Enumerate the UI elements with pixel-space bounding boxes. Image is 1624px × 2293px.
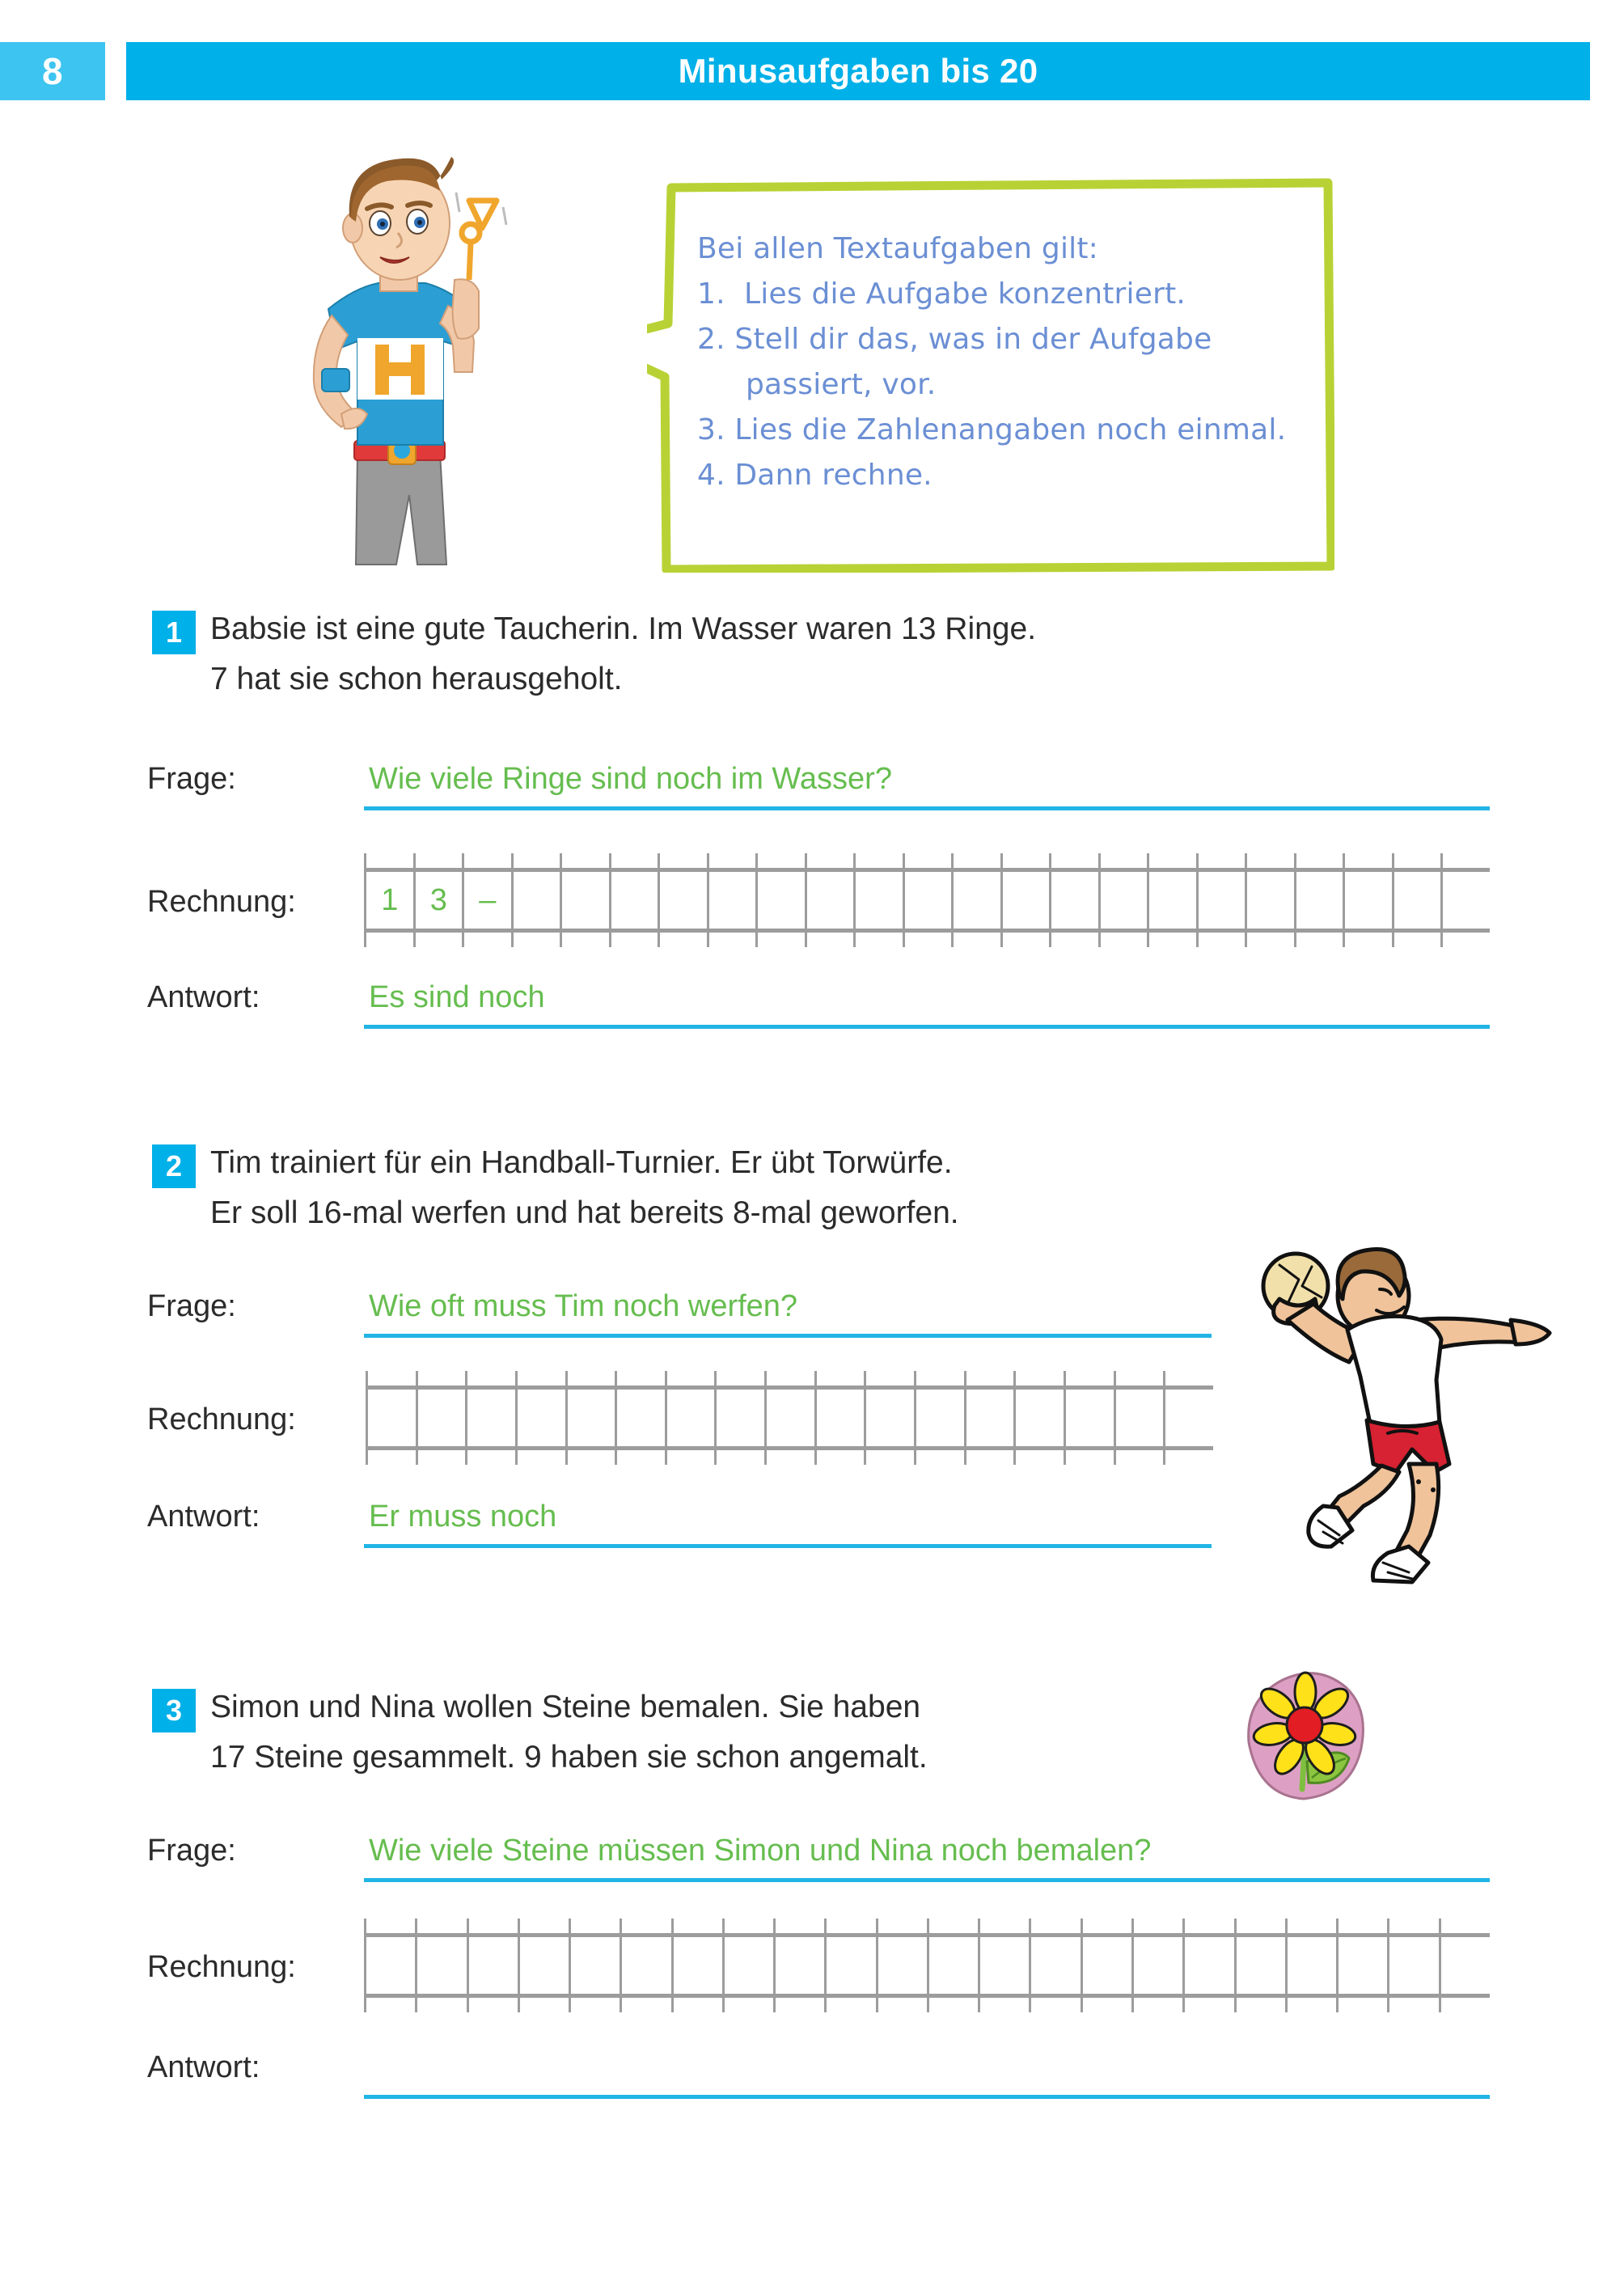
exercise-1-prompt-line1: Babsie ist eine gute Taucherin. Im Wasser waren 13 Ringe.: [210, 611, 1037, 646]
exercise-1-calculation-grid[interactable]: [364, 853, 1490, 947]
exercise-3-rechnung-row: [0, 1933, 1624, 2022]
exercise-2-rechnung-label: Rechnung:: [147, 1402, 296, 1436]
exercise-1-rechnung-label: Rechnung:: [147, 885, 296, 919]
exercise-1-rechnung-row: [0, 868, 1624, 957]
exercise-3-antwort-rule[interactable]: [364, 2095, 1490, 2099]
exercise-3-prompt: [210, 1682, 1294, 1783]
page-title: Minusaufgaben bis 20: [126, 42, 1590, 100]
exercise-1-antwort-label: Antwort:: [147, 980, 260, 1014]
grid-top-rule: [366, 1386, 1213, 1390]
tip-speech-bubble: [647, 176, 1334, 573]
grid-cell[interactable]: –: [462, 853, 511, 947]
exercise-3-frage-value[interactable]: Wie viele Steine müssen Simon und Nina noch bemalen?: [369, 1834, 1152, 1868]
exercise-3-frage-row: [0, 1828, 1624, 1893]
tip-line-3: passiert, vor.: [746, 368, 937, 401]
exercise-1-frage-value[interactable]: Wie viele Ringe sind noch im Wasser?: [369, 762, 892, 796]
exercise-3-calculation-grid[interactable]: [364, 1919, 1490, 2012]
exercise-3-antwort-label: Antwort:: [147, 2050, 260, 2084]
exercise-2-frage-label: Frage:: [147, 1289, 236, 1323]
tip-line-4: 3. Lies die Zahlenangaben noch einmal.: [697, 413, 1287, 446]
exercise-1-antwort-row: [0, 975, 1624, 1039]
page-header: [0, 42, 1624, 100]
exercise-1-number: 1: [152, 611, 196, 654]
exercise-3-number: 3: [152, 1689, 196, 1732]
tip-line-1: 1. Lies die Aufgabe konzentriert.: [697, 277, 1186, 311]
header-divider: [105, 42, 126, 100]
grid-top-rule: [364, 1933, 1490, 1937]
exercise-1-frage-label: Frage:: [147, 762, 236, 796]
exercise-2-number: 2: [152, 1144, 196, 1188]
exercise-1-prompt: [210, 604, 1294, 704]
exercise-3-rechnung-label: Rechnung:: [147, 1950, 296, 1984]
exercise-2-prompt-line1: Tim trainiert für ein Handball-Turnier. Er übt Torwürfe.: [210, 1145, 953, 1180]
exercise-1-antwort-rule[interactable]: [364, 1025, 1490, 1029]
exercise-3-antwort-row: [0, 2045, 1624, 2109]
painted-stone-illustration: [1231, 1668, 1381, 1805]
grid-top-rule: [364, 868, 1490, 872]
grid-bottom-rule: [366, 1446, 1213, 1450]
page-number: 8: [0, 42, 105, 100]
grid-cell[interactable]: 1: [364, 853, 413, 947]
exercise-2-calculation-grid[interactable]: [366, 1371, 1213, 1465]
exercise-3-frage-label: Frage:: [147, 1834, 236, 1868]
grid-bottom-rule: [364, 1994, 1490, 1998]
exercise-1-frage-rule[interactable]: [364, 806, 1490, 810]
exercise-2-frage-rule[interactable]: [364, 1334, 1212, 1338]
exercise-3-prompt-line1: Simon und Nina wollen Steine bemalen. Sie haben: [210, 1690, 921, 1724]
grid-bottom-rule: [364, 929, 1490, 933]
exercise-2-frage-value[interactable]: Wie oft muss Tim noch werfen?: [369, 1289, 798, 1323]
tip-line-0: Bei allen Textaufgaben gilt:: [697, 232, 1098, 265]
exercise-1-antwort-value[interactable]: Es sind noch: [369, 980, 545, 1014]
exercise-2-antwort-rule[interactable]: [364, 1544, 1212, 1548]
tip-line-2: 2. Stell dir das, was in der Aufgabe: [697, 323, 1212, 356]
exercise-2-antwort-label: Antwort:: [147, 1500, 260, 1534]
exercise-3-prompt-line2: 17 Steine gesammelt. 9 haben sie schon angemalt.: [210, 1740, 928, 1775]
tip-text: [697, 226, 1312, 498]
tip-line-5: 4. Dann rechne.: [697, 459, 933, 492]
exercise-1-prompt-line2: 7 hat sie schon herausgeholt.: [210, 662, 623, 696]
grid-cell[interactable]: 3: [413, 853, 463, 947]
exercise-2-antwort-value[interactable]: Er muss noch: [369, 1500, 557, 1534]
exercise-1-frage-row: [0, 756, 1624, 821]
exercise-2-prompt-line2: Er soll 16-mal werfen und hat bereits 8-mal geworfen.: [210, 1195, 959, 1230]
handball-player-illustration: [1237, 1229, 1561, 1585]
exercise-2-prompt: [210, 1138, 1294, 1238]
exercise-3-frage-rule[interactable]: [364, 1878, 1490, 1882]
mascot-boy-illustration: [267, 129, 534, 566]
